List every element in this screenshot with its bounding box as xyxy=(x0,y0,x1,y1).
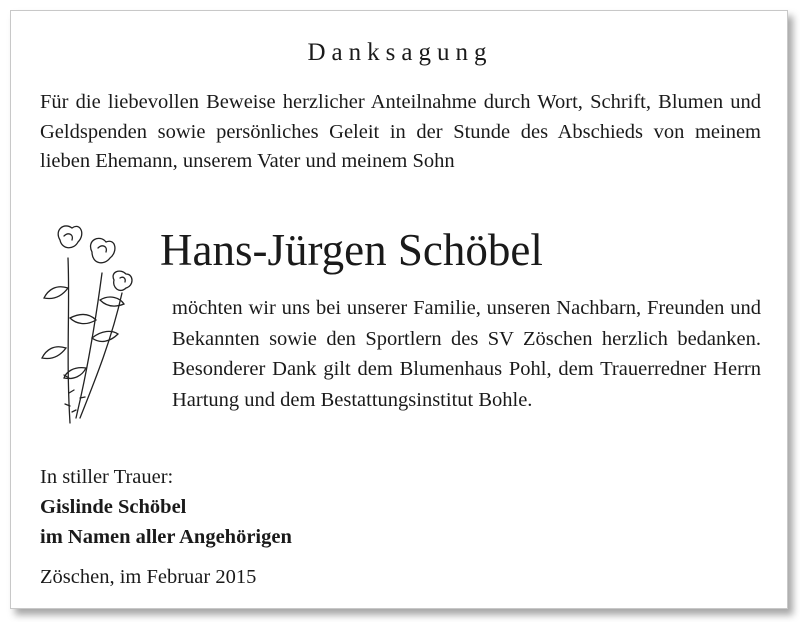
notice-title: Danksagung xyxy=(307,39,493,66)
signature-family: im Namen aller Angehörigen xyxy=(40,526,292,548)
place-date: Zöschen, im Februar 2015 xyxy=(40,566,257,588)
deceased-name: Hans-Jürgen Schöbel xyxy=(160,225,543,275)
signature-name: Gislinde Schöbel xyxy=(40,496,187,518)
signature-line-mourning: In stiller Trauer: xyxy=(40,466,174,488)
rose-bouquet-icon xyxy=(30,218,150,448)
thanks-text: möchten wir uns bei unserer Familie, unseren Nachbarn, Freunden und Bekannten sowie den Sportlern des SV Zöschen herzlich bedanken. Besonderer Dank gilt dem Blumenhaus Pohl, dem Trauerredner Herrn Hartung und dem Bestattungsinstitut Bohle. xyxy=(172,297,761,411)
intro-text: Für die liebevollen Beweise herzlicher Anteilnahme durch Wort, Schrift, Blumen und Geldspenden sowie persönliches Geleit in der Stunde des Abschieds von meinem lieben Ehemann, unserem Vater und meinem Sohn xyxy=(40,91,761,172)
